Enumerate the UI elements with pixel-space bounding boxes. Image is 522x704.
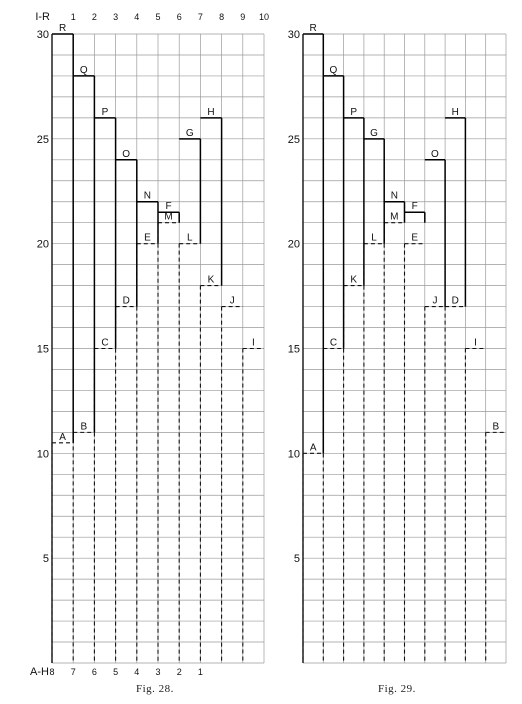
- fig29-label-K: K: [350, 274, 358, 286]
- fig28-top-tick-6: 6: [176, 12, 182, 22]
- fig28-top-tick-2: 2: [91, 12, 97, 22]
- fig29-label-I: I: [474, 337, 477, 349]
- fig29-label-E: E: [411, 232, 418, 244]
- fig28-top-tick-5: 5: [155, 12, 161, 22]
- fig28-bottom-tick-3: 3: [155, 667, 161, 677]
- fig28-label-C: C: [101, 337, 109, 349]
- fig29-label-G: G: [370, 127, 378, 139]
- fig29-label-M: M: [390, 211, 399, 223]
- fig29-label-A: A: [309, 442, 317, 454]
- fig28-top-tick-4: 4: [134, 12, 140, 22]
- fig29-label-N: N: [390, 190, 398, 202]
- fig28-label-J: J: [229, 295, 235, 307]
- fig-28-caption: Fig. 28.: [136, 683, 174, 695]
- fig28-bottom-axis-label: A-H: [30, 666, 49, 678]
- fig28-label-Q: Q: [79, 64, 88, 76]
- fig29-y-tick-25: 25: [287, 133, 300, 146]
- fig28-y-tick-20: 20: [36, 238, 49, 251]
- fig28-bottom-tick-1: 1: [197, 667, 203, 677]
- fig28-top-tick-9: 9: [240, 12, 246, 22]
- fig28-y-tick-15: 15: [36, 343, 49, 356]
- fig28-bottom-tick-2: 2: [176, 667, 182, 677]
- fig28-y-tick-30: 30: [36, 29, 49, 41]
- fig29-label-H: H: [451, 106, 459, 118]
- fig28-bottom-tick-5: 5: [113, 667, 119, 677]
- fig28-label-P: P: [101, 106, 109, 118]
- fig29-label-B: B: [492, 421, 500, 433]
- fig28-y-tick-25: 25: [36, 133, 49, 146]
- fig29-y-tick-5: 5: [293, 553, 300, 566]
- fig28-y-tick-10: 10: [36, 448, 49, 461]
- fig28-label-I: I: [252, 337, 255, 349]
- fig29-label-J: J: [432, 295, 438, 307]
- fig29-label-R: R: [309, 23, 317, 34]
- fig28-label-E: E: [144, 232, 151, 244]
- fig29-y-tick-15: 15: [287, 343, 300, 356]
- fig29-label-F: F: [411, 201, 418, 213]
- fig28-bottom-tick-6: 6: [91, 667, 97, 677]
- fig28-top-tick-8: 8: [219, 12, 225, 22]
- fig28-label-H: H: [207, 106, 215, 118]
- fig28-label-R: R: [58, 23, 67, 34]
- fig29-label-P: P: [350, 106, 358, 118]
- fig28-y-tick-5: 5: [42, 553, 49, 566]
- fig-29-caption: Fig. 29.: [378, 683, 416, 695]
- fig29-label-Q: Q: [329, 64, 338, 76]
- fig28-top-tick-3: 3: [113, 12, 119, 22]
- fig29-y-tick-20: 20: [287, 238, 300, 251]
- fig28-top-tick-10: 10: [258, 12, 270, 22]
- fig29-label-O: O: [431, 148, 439, 160]
- fig28-label-L: L: [187, 232, 193, 244]
- fig28-label-K: K: [207, 274, 215, 286]
- fig28-bottom-tick-4: 4: [134, 667, 140, 677]
- fig29-y-tick-30: 30: [287, 29, 300, 41]
- fig28-label-B: B: [80, 421, 88, 433]
- fig28-label-F: F: [165, 201, 172, 213]
- fig28-top-tick-1: 1: [70, 12, 76, 22]
- fig28-bottom-tick-8: 8: [49, 667, 55, 677]
- fig28-label-N: N: [143, 190, 152, 202]
- fig28-label-G: G: [185, 127, 194, 139]
- fig28-bottom-tick-7: 7: [70, 667, 76, 677]
- fig29-label-C: C: [329, 337, 338, 349]
- fig29-label-L: L: [371, 232, 377, 244]
- fig28-label-A: A: [59, 431, 66, 443]
- fig28-top-axis-label: I-R: [35, 11, 50, 23]
- fig28-label-D: D: [122, 295, 130, 307]
- fig28-label-M: M: [164, 211, 173, 223]
- fig28-label-O: O: [122, 148, 131, 160]
- fig28-top-tick-7: 7: [197, 12, 203, 22]
- fig29-label-D: D: [451, 295, 459, 307]
- fig29-y-tick-10: 10: [287, 448, 300, 461]
